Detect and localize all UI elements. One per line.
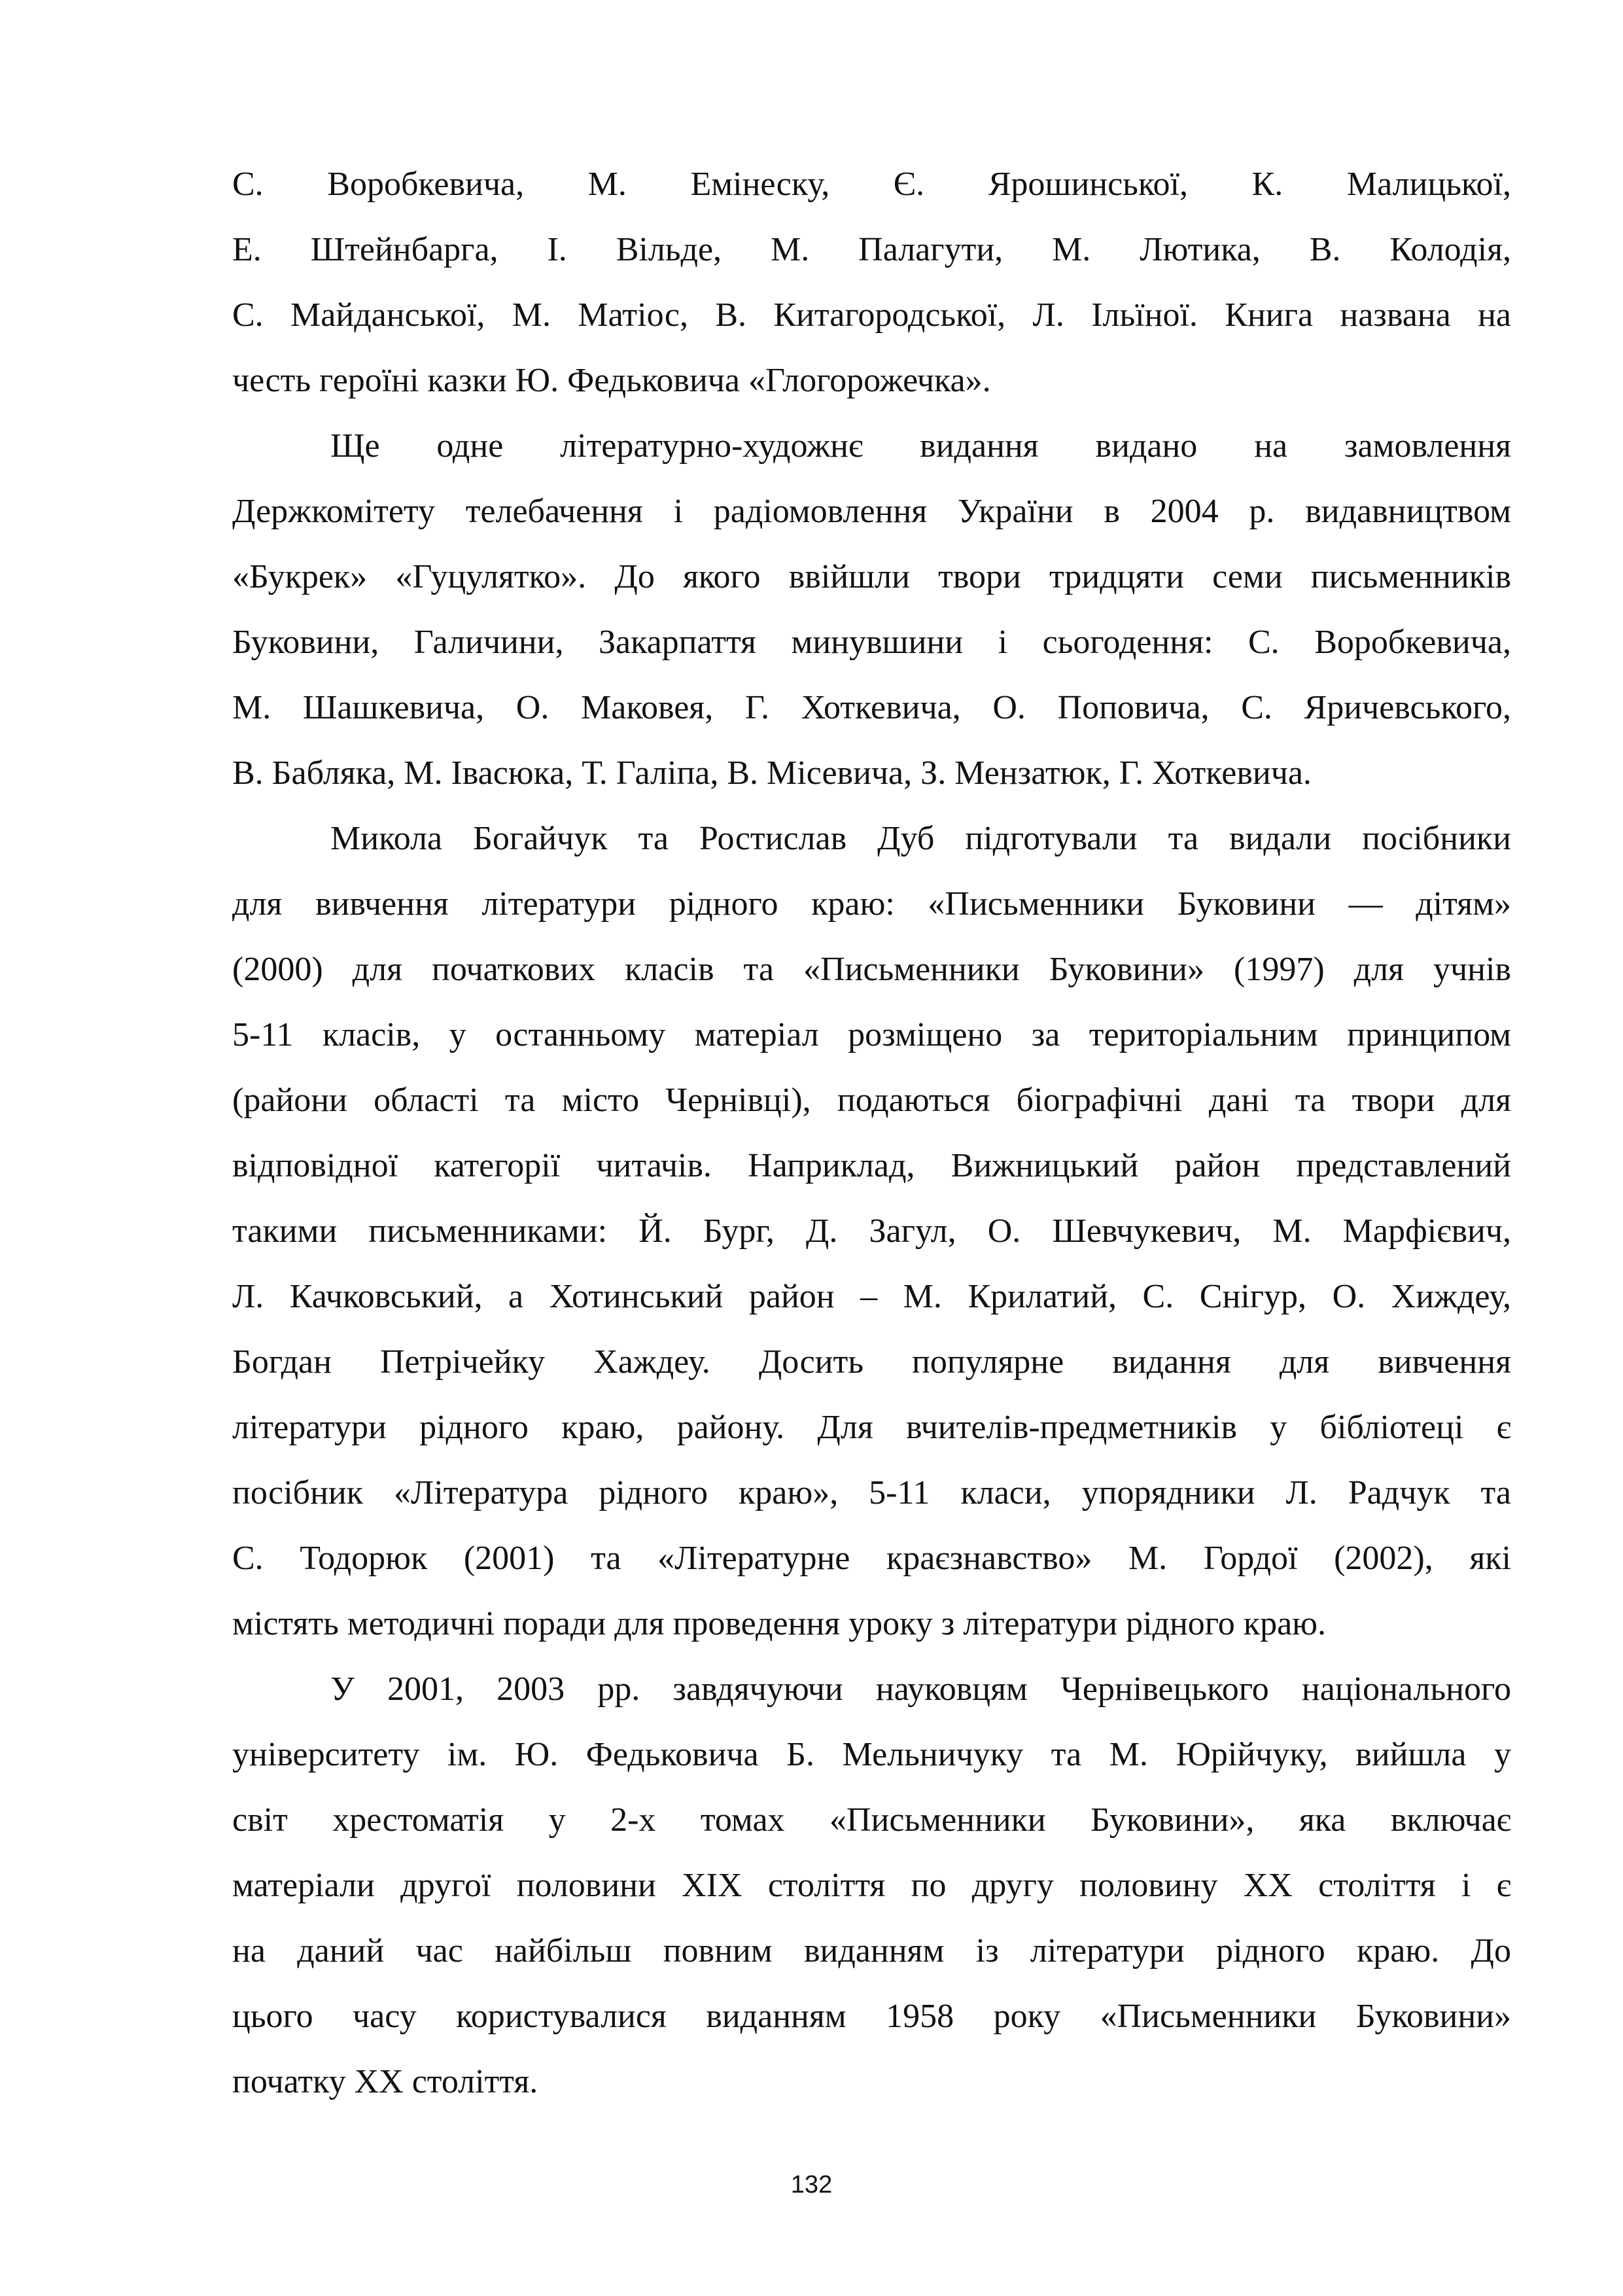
- text-line: світ хрестоматія у 2-х томах «Письменники Буковини», яка включає: [232, 1801, 1511, 1839]
- text-line: С. Тодорюк (2001) та «Літературне краєзнавство» М. Гордої (2002), які: [232, 1540, 1511, 1577]
- text-line: Микола Богайчук та Ростислав Дуб підготували та видали посібники: [330, 820, 1511, 857]
- text-line: С. Воробкевича, М. Емінеску, Є. Ярошинської, К. Малицької,: [232, 166, 1511, 203]
- text-line: Держкомітету телебачення і радіомовлення України в 2004 р. видавництвом: [232, 493, 1511, 530]
- text-line: посібник «Література рідного краю», 5-11 класи, упорядники Л. Радчук та: [232, 1474, 1511, 1511]
- text-line: Л. Качковський, а Хотинський район – М. Крилатий, С. Снігур, О. Хиждеу,: [232, 1278, 1511, 1315]
- page-number: 132: [790, 2171, 833, 2199]
- text-line: (2000) для початкових класів та «Письменники Буковини» (1997) для учнів: [232, 951, 1511, 988]
- text-line: такими письменниками: Й. Бург, Д. Загул, О. Шевчукевич, М. Марфієвич,: [232, 1212, 1511, 1250]
- text-line: відповідної категорії читачів. Наприклад, Вижницький район представлений: [232, 1147, 1511, 1184]
- text-line: С. Майданської, М. Матіос, В. Китагородської, Л. Ільїної. Книга названа на: [232, 296, 1511, 334]
- page-body: [232, 152, 1511, 2115]
- text-line: «Букрек» «Гуцулятко». До якого ввійшли твори тридцяти семи письменників: [232, 558, 1511, 595]
- text-line: для вивчення літератури рідного краю: «Письменники Буковини — дітям»: [232, 885, 1511, 923]
- text-line: на даний час найбільш повним виданням із літератури рідного краю. До: [232, 1932, 1511, 1969]
- text-line: Богдан Петрічейку Хаждеу. Досить популярне видання для вивчення: [232, 1343, 1511, 1381]
- text-line: У 2001, 2003 рр. завдячуючи науковцям Чернівецького національного: [330, 1670, 1511, 1708]
- text-line: літератури рідного краю, району. Для вчителів-предметників у бібліотеці є: [232, 1409, 1511, 1446]
- text-line: (райони області та місто Чернівці), подаються біографічні дані та твори для: [232, 1082, 1511, 1119]
- paragraph: [232, 152, 1511, 414]
- text-line: матеріали другої половини XIX століття по другу половину XX століття і є: [232, 1867, 1511, 1904]
- text-line: 5-11 класів, у останньому матеріал розміщено за територіальним принципом: [232, 1016, 1511, 1053]
- paragraph: [232, 414, 1511, 806]
- text-line: Ще одне літературно-художнє видання видано на замовлення: [330, 427, 1511, 465]
- text-line: містять методичні поради для проведення уроку з літератури рідного краю.: [232, 1605, 1326, 1642]
- text-line: цього часу користувалися виданням 1958 року «Письменники Буковини»: [232, 1998, 1511, 2035]
- text-line: В. Бабляка, М. Івасюка, Т. Галіпа, В. Місевича, З. Мензатюк, Г. Хоткевича.: [232, 754, 1312, 792]
- text-line: університету ім. Ю. Федьковича Б. Мельничуку та М. Юрійчуку, вийшла у: [232, 1736, 1511, 1773]
- text-line: початку XX століття.: [232, 2063, 538, 2100]
- text-line: Буковини, Галичини, Закарпаття минувшини і сьогодення: С. Воробкевича,: [232, 624, 1511, 661]
- text-line: честь героїні казки Ю. Федьковича «Глогорожечка».: [232, 362, 991, 399]
- text-line: Е. Штейнбарга, І. Вільде, М. Палагути, М. Лютика, В. Колодія,: [232, 231, 1511, 268]
- paragraph: [232, 1657, 1511, 2115]
- text-line: М. Шашкевича, О. Маковея, Г. Хоткевича, О. Поповича, С. Яричевського,: [232, 689, 1511, 726]
- paragraph: [232, 806, 1511, 1657]
